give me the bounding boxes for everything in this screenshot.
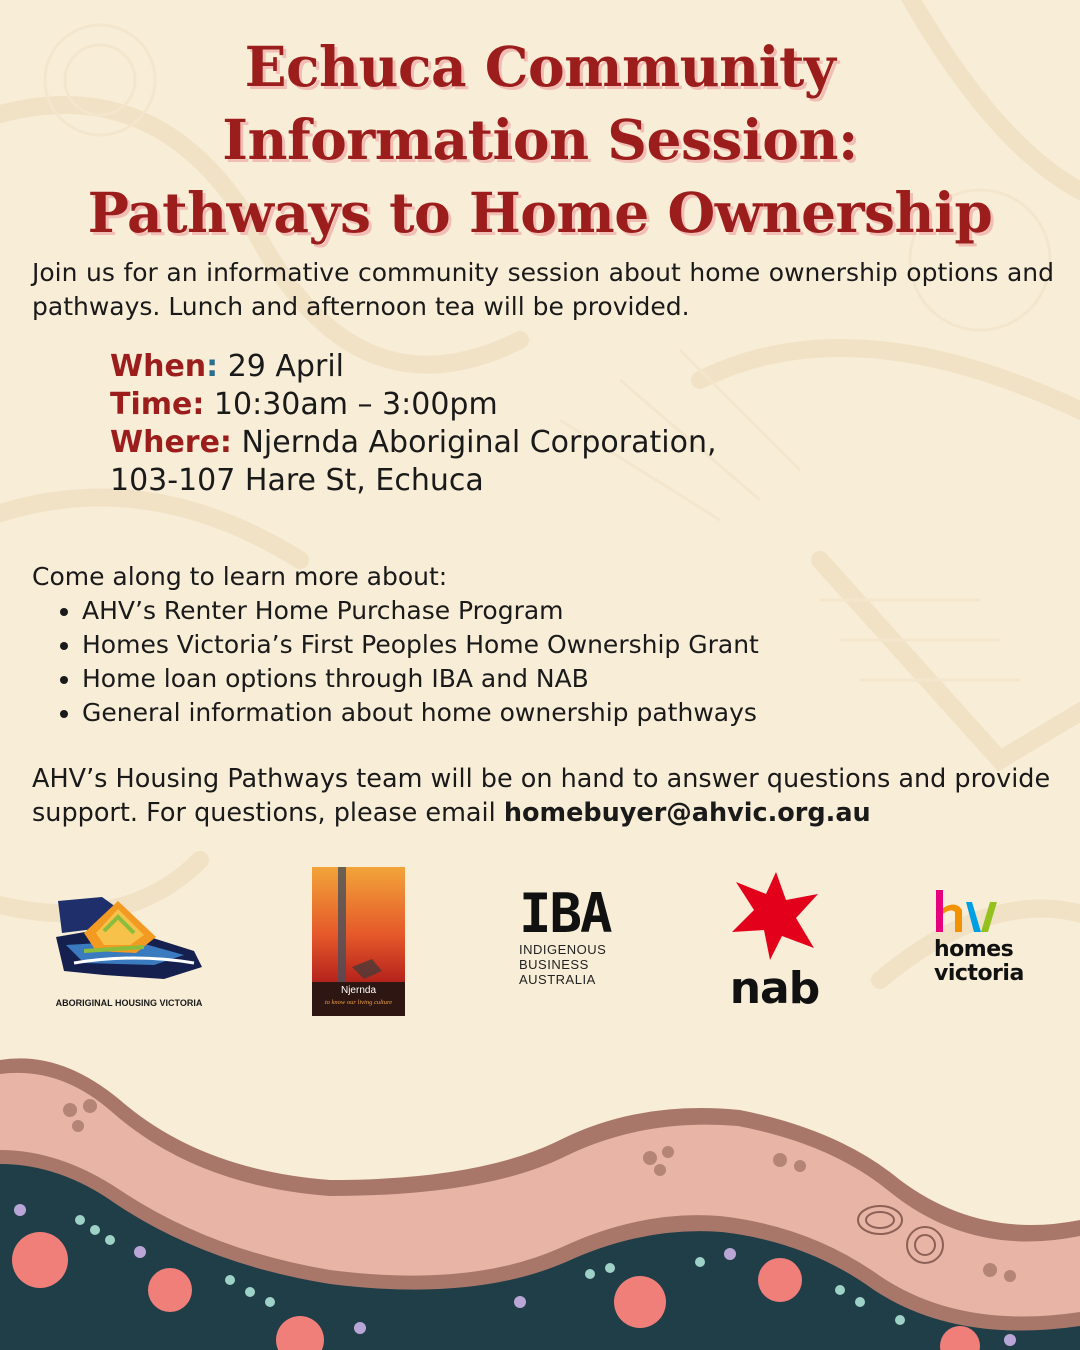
event-details <box>110 348 910 500</box>
contact-email-link[interactable]: homebuyer@ahvic.org.au <box>503 798 871 828</box>
nab-logo <box>722 870 827 1015</box>
nab-star-icon <box>726 870 826 962</box>
when-value: 29 April <box>227 349 344 384</box>
list-item: • General information about home ownership pathways <box>82 696 1032 730</box>
closing-text: AHV’s Housing Pathways team will be on hand to answer questions and provide support. For questions, please email <box>32 764 1051 828</box>
nab-wordmark: nab <box>729 963 820 1014</box>
intro-paragraph: Join us for an informative community session about home ownership options and pathways. Lunch and afternoon tea will be provided. <box>32 258 1054 321</box>
njernda-name: Njernda <box>340 985 377 996</box>
list-item: • Homes Victoria’s First Peoples Home Ownership Grant <box>82 628 1032 662</box>
title-line-2: Information Session: <box>222 107 858 172</box>
iba-name-line-3: AUSTRALIA <box>519 972 596 987</box>
njernda-logo <box>312 867 405 1016</box>
learn-list <box>32 594 1032 730</box>
where-label: Where: <box>110 425 232 460</box>
list-item: • Home loan options through IBA and NAB <box>82 662 1032 696</box>
iba-name-line-2: BUSINESS <box>519 957 589 972</box>
time-label: Time: <box>110 387 205 422</box>
title-line-3: Pathways to Home Ownership <box>87 180 993 245</box>
when-label: When <box>110 349 207 384</box>
title-line-1: Echuca Community <box>244 34 836 99</box>
when-row <box>110 348 910 386</box>
where-address: 103-107 Hare St, Echuca <box>110 463 484 498</box>
iba-name-line-1: INDIGENOUS <box>519 942 607 957</box>
ahv-logo-text: ABORIGINAL HOUSING VICTORIA <box>55 998 203 1008</box>
hv-mark-icon <box>934 888 998 934</box>
ahv-logo-mark <box>44 893 214 989</box>
river-artwork <box>0 1040 1080 1350</box>
where-row <box>110 424 910 462</box>
closing-paragraph <box>32 762 1062 830</box>
homes-victoria-logo <box>934 888 1044 993</box>
list-item: • AHV’s Renter Home Purchase Program <box>82 594 1032 628</box>
hv-name-line-1: homes <box>934 937 1014 962</box>
learn-section <box>32 560 1032 730</box>
iba-logo <box>519 882 629 998</box>
iba-mark: IBA <box>519 882 611 945</box>
njernda-tagline: to know our living culture <box>324 999 393 1006</box>
page-title <box>0 30 1080 249</box>
hv-name-line-2: victoria <box>934 961 1024 986</box>
ahv-logo <box>44 893 214 1008</box>
time-row <box>110 386 910 424</box>
learn-heading: Come along to learn more about: <box>32 562 448 591</box>
when-colon: : <box>206 349 219 384</box>
where-value: Njernda Aboriginal Corporation, <box>241 425 717 460</box>
time-value: 10:30am – 3:00pm <box>213 387 498 422</box>
